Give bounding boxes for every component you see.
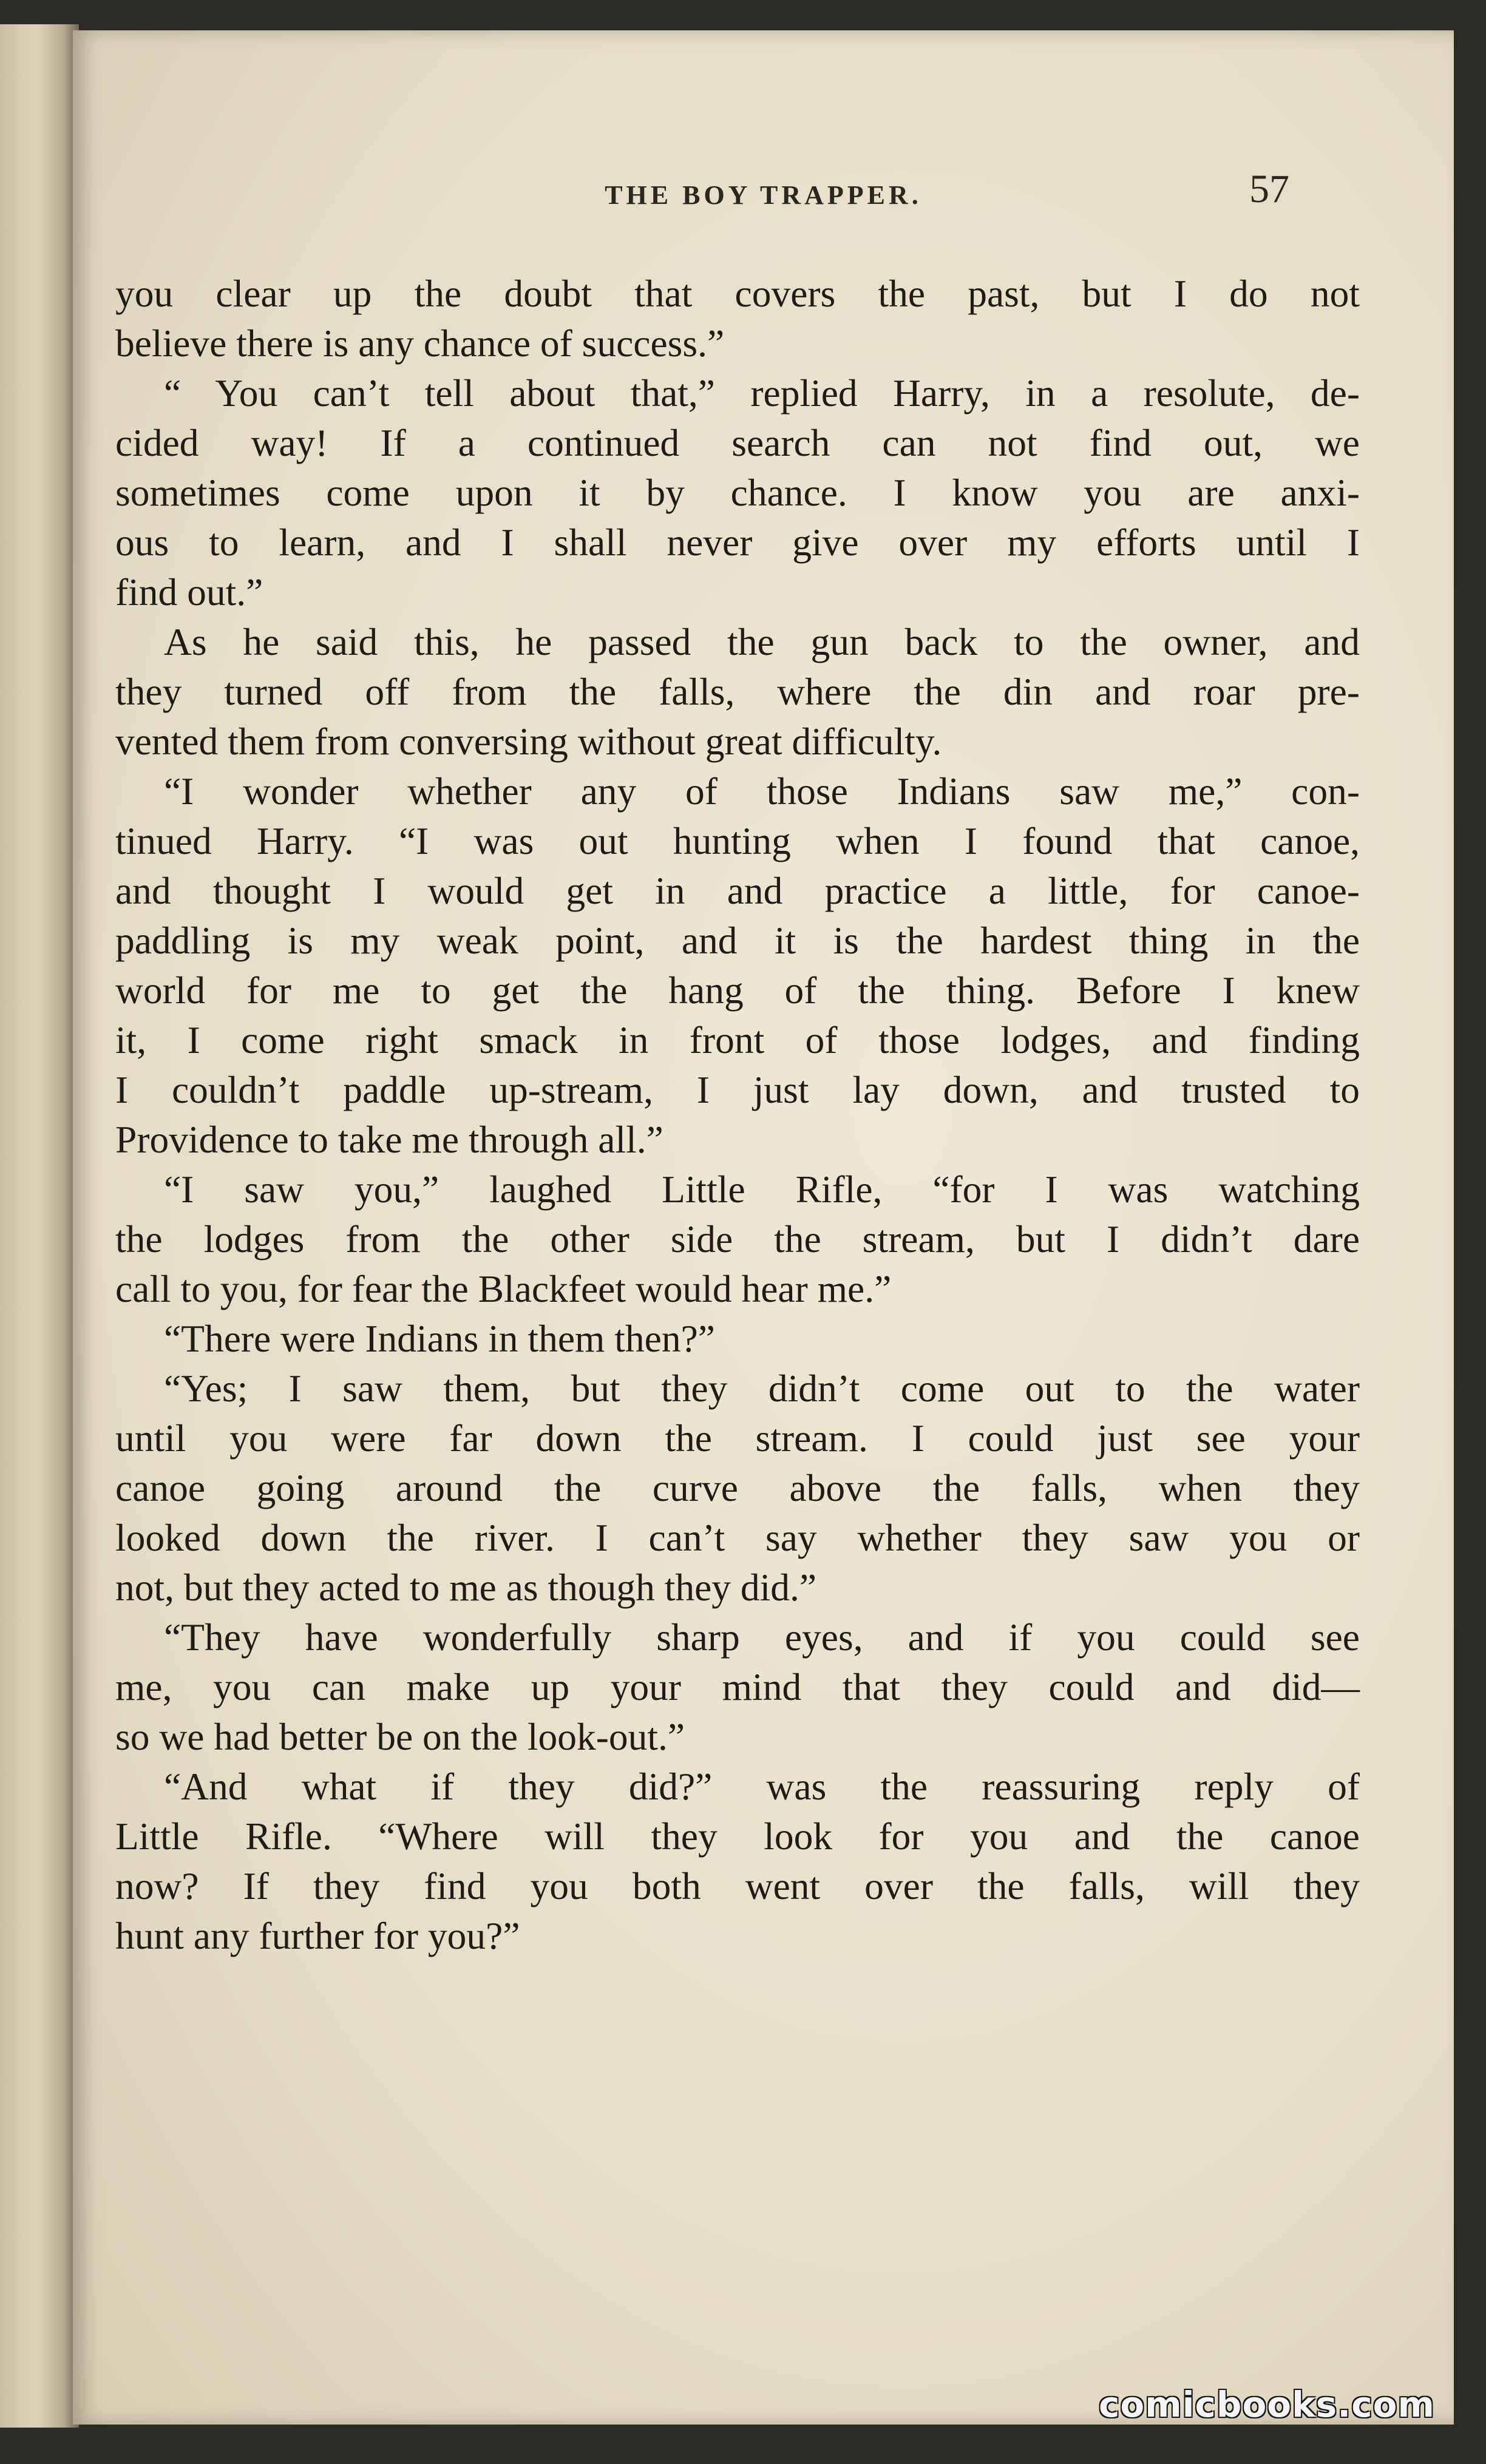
text-line: “There were Indians in them then?” (164, 1317, 715, 1360)
text-line: I couldn’t paddle up-stream, I just lay down, and trusted to (115, 1068, 1360, 1111)
book-spine-edge (0, 24, 79, 2428)
text-line: Providence to take me through all.” (115, 1118, 663, 1161)
body-text (115, 269, 1360, 1961)
running-head: THE BOY TRAPPER. (605, 180, 922, 210)
text-line: call to you, for fear the Blackfeet would hear me.” (115, 1267, 892, 1310)
text-line: “Yes; I saw them, but they didn’t come out to the water (164, 1367, 1360, 1410)
text-line: now? If they find you both went over the falls, will they (115, 1864, 1360, 1907)
text-line: looked down the river. I can’t say whether they saw you or (115, 1516, 1360, 1559)
text-line: and thought I would get in and practice a little, for canoe- (115, 869, 1360, 912)
text-line: “I wonder whether any of those Indians saw me,” con- (164, 770, 1360, 813)
text-line: find out.” (115, 570, 263, 614)
page-number: 57 (1249, 167, 1289, 211)
text-line: “ You can’t tell about that,” replied Harry, in a resolute, de- (164, 371, 1360, 415)
text-line: believe there is any chance of success.” (115, 322, 725, 365)
text-line: hunt any further for you?” (115, 1914, 520, 1957)
text-line: tinued Harry. “I was out hunting when I found that canoe, (115, 819, 1360, 862)
text-line: they turned off from the falls, where the din and roar pre- (115, 670, 1360, 713)
text-line: As he said this, he passed the gun back to the owner, and (164, 620, 1360, 663)
text-line: it, I come right smack in front of those lodges, and finding (115, 1018, 1360, 1061)
text-line: “I saw you,” laughed Little Rifle, “for I was watching (164, 1168, 1360, 1211)
text-line: Little Rifle. “Where will they look for you and the canoe (115, 1815, 1360, 1858)
text-line: me, you can make up your mind that they could and did— (115, 1665, 1360, 1708)
page-sheet (73, 30, 1454, 2425)
text-line: canoe going around the curve above the falls, when they (115, 1466, 1360, 1509)
text-line: paddling is my weak point, and it is the hardest thing in the (115, 919, 1360, 962)
text-line: vented them from conversing without great difficulty. (115, 720, 942, 763)
text-line: until you were far down the stream. I could just see your (115, 1416, 1360, 1460)
text-line: sometimes come upon it by chance. I know you are anxi- (115, 471, 1360, 514)
text-line: not, but they acted to me as though they did.” (115, 1566, 817, 1609)
text-line: you clear up the doubt that covers the past, but I do not (115, 272, 1360, 315)
text-line: world for me to get the hang of the thing. Before I knew (115, 969, 1360, 1012)
text-line: “And what if they did?” was the reassuring reply of (164, 1765, 1360, 1808)
text-line: cided way! If a continued search can not find out, we (115, 421, 1360, 464)
text-line: so we had better be on the look-out.” (115, 1715, 685, 1758)
text-line: ous to learn, and I shall never give over my efforts until I (115, 521, 1360, 564)
text-line: the lodges from the other side the stream, but I didn’t dare (115, 1217, 1360, 1261)
site-watermark: comicbooks.com (1099, 2384, 1435, 2425)
text-line: “They have wonderfully sharp eyes, and if you could see (164, 1616, 1360, 1659)
